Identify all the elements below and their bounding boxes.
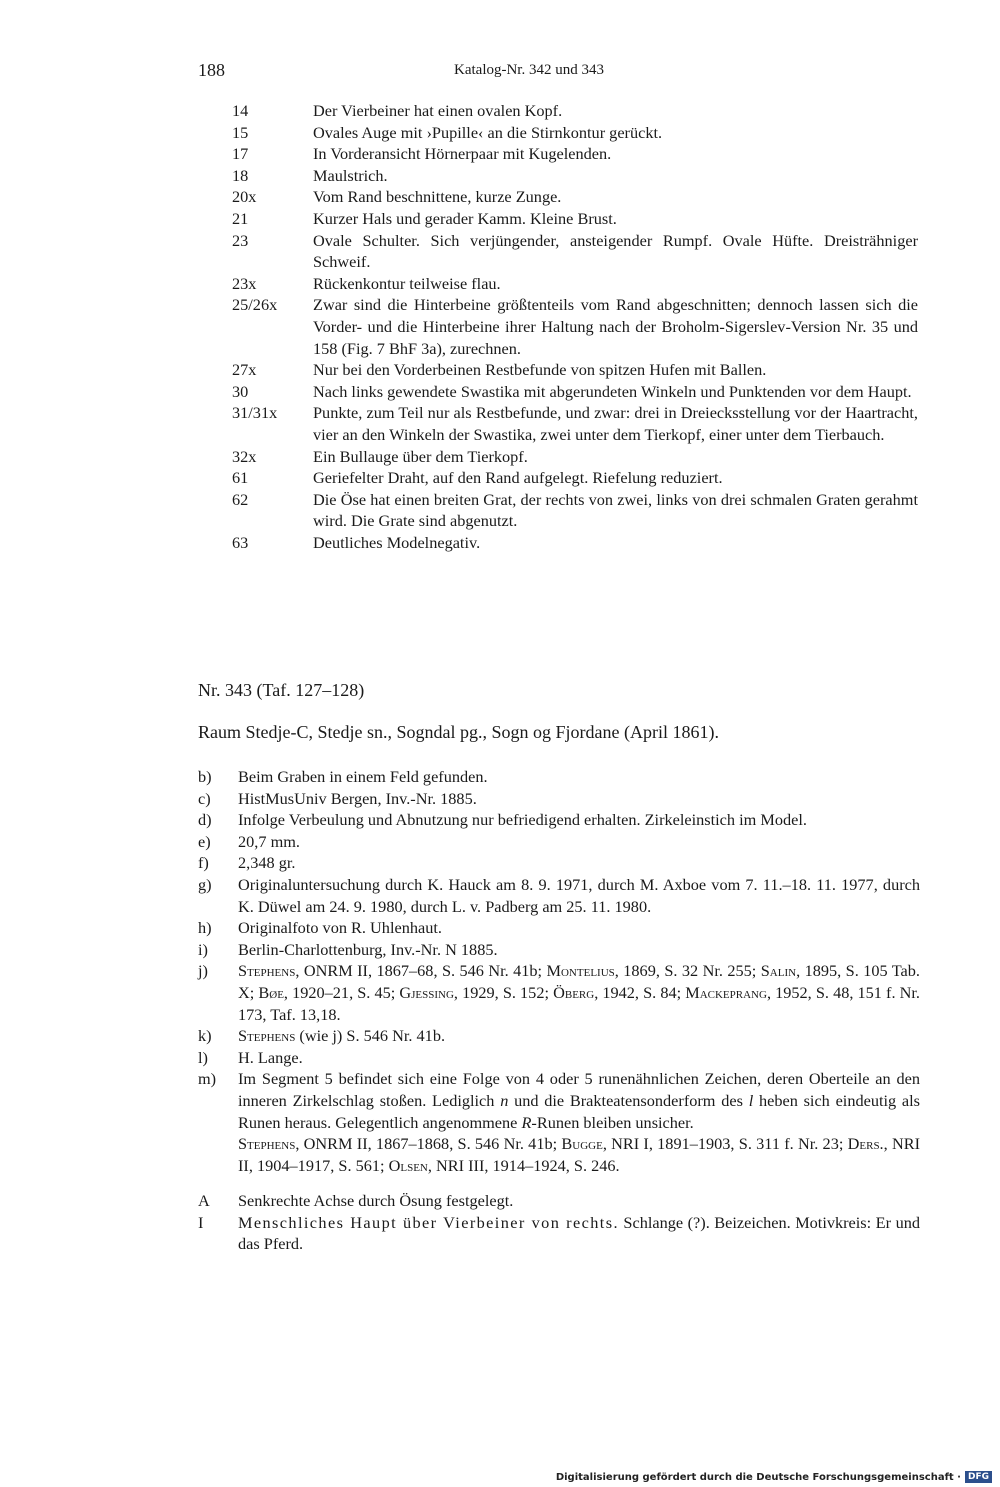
list-item: g) Originaluntersuchung durch K. Hauck am 8. 9. 1971, durch M. Axboe vom 7. 11.–18. 11. 1977, durch K. Düwel am 24. 9. 1980, durch L. v. Padberg am 25. 11. 1980.: [198, 874, 920, 916]
list-item: 61 Geriefelter Draht, auf den Rand aufgelegt. Riefelung reduziert.: [232, 468, 723, 488]
list-item: k) Stephens (wie j) S. 546 Nr. 41b.: [198, 1026, 446, 1046]
list-item: b) Beim Graben in einem Feld gefunden.: [198, 767, 488, 786]
find-site: Raum Stedje-C, Stedje sn., Sogndal pg., Sogn og Fjordane (April 1861).: [198, 722, 719, 742]
list-item: 18 Maulstrich.: [232, 165, 388, 185]
list-item: 17 In Vorderansicht Hörnerpaar mit Kugelenden.: [232, 144, 612, 164]
bibliography: Stephens, ONRM II, 1867–68, S. 546 Nr. 41b; Montelius, 1869, S. 32 Nr. 255; Salin, 1895, S. 105 Tab. X; Bøe, 1920–21, S. 45; Gjessing, 1929, S. 152; Öberg, 1942, S. 84; Mackeprang, 1952, S. 48, 151 f. Nr. 173, Taf. 13,18.: [238, 961, 920, 1024]
list-item: e) 20,7 mm.: [198, 831, 300, 851]
list-item: 63 Deutliches Modelnegativ.: [232, 532, 481, 552]
list-item: A Senkrechte Achse durch Ösung festgelegt.: [198, 1191, 514, 1211]
catalog-342-entries: [232, 100, 918, 553]
list-item: d) Infolge Verbeulung und Abnutzung nur befriedigend erhalten. Zirkeleinstich im Model.: [198, 810, 807, 830]
list-item: m) Im Segment 5 befindet sich eine Folge von 4 oder 5 runenähnlichen Zeichen, deren Oberteile an den inneren Zirkelschlag stoßen. Lediglich n und die Brakteatensonderform des l heben sich eindeutig als Runen heraus. Gelegentlich angenommene R-Runen bleiben unsicher. Stephens, ONRM II, 1867–1868, S. 546 Nr. 41b; Bugge, NRI I, 1891–1903, S. 311 f. Nr. 23; Ders., NRI II, 1904–1917, S. 561; Olsen, NRI III, 1914–1924, S. 246.: [198, 1069, 921, 1175]
running-head: Katalog-Nr. 342 und 343: [454, 62, 604, 78]
catalog-343-entries: [198, 766, 920, 1255]
list-item: f) 2,348 gr.: [198, 853, 296, 873]
list-item: 21 Kurzer Hals und gerader Kamm. Kleine Brust.: [232, 208, 617, 228]
dfg-logo: DFG: [965, 1471, 992, 1483]
list-item: 31/31x Punkte, zum Teil nur als Restbefunde, und zwar: drei in Dreiecksstellung vor der Haartracht, vier an den Winkeln der Swastika, zwei unter dem Tierkopf, einer unter dem Tierbauch.: [232, 403, 918, 444]
list-item: 14 Der Vierbeiner hat einen ovalen Kopf.: [232, 101, 563, 120]
list-item: 23x Rückenkontur teilweise flau.: [232, 273, 501, 293]
list-item: I Menschliches Haupt über Vierbeiner von rechts. Schlange (?). Beizeichen. Motivkreis: Er und das Pferd.: [198, 1212, 920, 1254]
page-header: [198, 60, 638, 84]
rune-description: Im Segment 5 befindet sich eine Folge von 4 oder 5 runenähnlichen Zeichen, deren Oberteile an den inneren Zirkelschlag stoßen. Lediglich n und die Brakteatensonderform des l heben sich eindeutig als Runen heraus. Gelegentlich angenommene R-Runen bleiben unsicher. Stephens, ONRM II, 1867–1868, S. 546 Nr. 41b; Bugge, NRI I, 1891–1903, S. 311 f. Nr. 23; Ders., NRI II, 1904–1917, S. 561; Olsen, NRI III, 1914–1924, S. 246.: [238, 1069, 921, 1175]
list-item: 15 Ovales Auge mit ›Pupille‹ an die Stirnkontur gerückt.: [232, 122, 663, 142]
entry-heading: Nr. 343 (Taf. 127–128): [198, 680, 365, 700]
list-item: l) H. Lange.: [198, 1047, 303, 1067]
list-item: 20x Vom Rand beschnittene, kurze Zunge.: [232, 187, 562, 207]
page-number: 188: [198, 60, 225, 80]
list-item: 30 Nach links gewendete Swastika mit abgerundeten Winkeln und Punktenden vor dem Haupt.: [232, 381, 912, 401]
list-item: 27x Nur bei den Vorderbeinen Restbefunde von spitzen Hufen mit Ballen.: [232, 360, 767, 380]
list-item: 23 Ovale Schulter. Sich verjüngender, ansteigender Rumpf. Ovale Hüfte. Dreisträhniger Schweif.: [232, 230, 918, 272]
list-item: j) Stephens, ONRM II, 1867–68, S. 546 Nr. 41b; Montelius, 1869, S. 32 Nr. 255; Salin, 1895, S. 105 Tab. X; Bøe, 1920–21, S. 45; Gjessing, 1929, S. 152; Öberg, 1942, S. 84; Mackeprang, 1952, S. 48, 151 f. Nr. 173, Taf. 13,18.: [198, 961, 920, 1024]
footer-credit: [556, 1471, 992, 1483]
list-item: 32x Ein Bullauge über dem Tierkopf.: [232, 446, 528, 466]
list-item: i) Berlin-Charlottenburg, Inv.-Nr. N 1885.: [198, 939, 498, 959]
footer-text: Digitalisierung gefördert durch die Deutsche Forschungsgemeinschaft ·: [555, 1471, 961, 1483]
list-item: 62 Die Öse hat einen breiten Grat, der rechts von zwei, links von drei schmalen Graten gerahmt wird. Die Grate sind abgenutzt.: [232, 489, 918, 531]
list-item: h) Originalfoto von R. Uhlenhaut.: [198, 918, 442, 938]
list-item: c) HistMusUniv Bergen, Inv.-Nr. 1885.: [198, 788, 477, 808]
list-item: 25/26x Zwar sind die Hinterbeine größtenteils vom Rand abgeschnitten; dennoch lassen sich die Vorder- und die Hinterbeine ihrer Haltung nach der Broholm-Sigerslev-Version Nr. 35 und 158 (Fig. 7 BhF 3a), zurechnen.: [232, 295, 918, 358]
